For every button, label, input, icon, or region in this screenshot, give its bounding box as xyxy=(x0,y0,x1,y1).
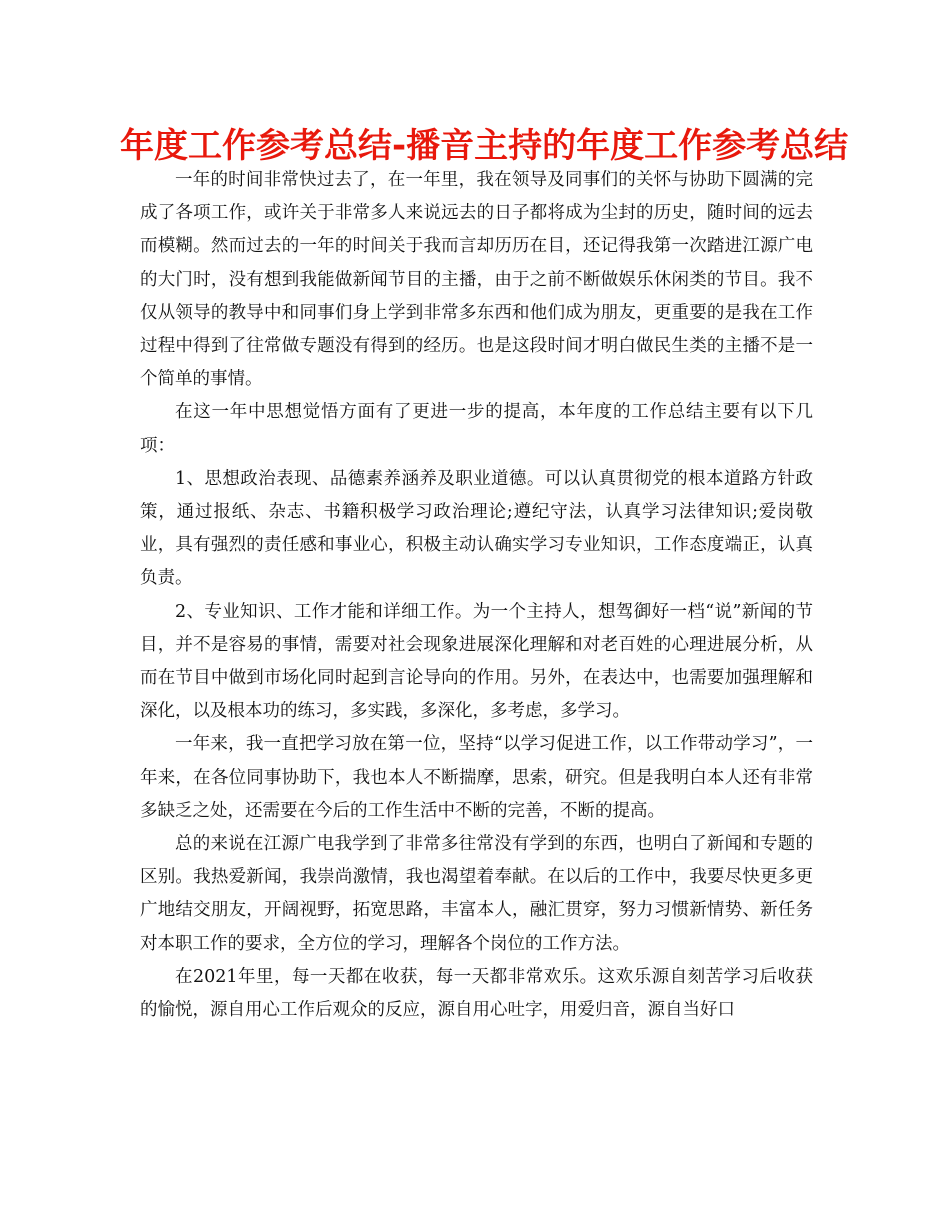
paragraph-6: 总的来说在江源广电我学到了非常多往常没有学到的东西，也明白了新闻和专题的区别。我热爱新闻，我崇尚激情，我也渴望着奉献。在以后的工作中，我要尽快更多更广地结交朋友，开阔视野，拓宽思路，丰富本人，融汇贯穿，努力习惯新情势、新任务对本职工作的要求，全方位的学习，理解各个岗位的工作方法。 xyxy=(140,834,813,954)
paragraph-5: 一年来，我一直把学习放在第一位，坚持“以学习促进工作，以工作带动学习”，一年来，在各位同事协助下，我也本人不断揣摩，思索，研究。但是我明白本人还有非常多缺乏之处，还需要在今后的工作生活中不断的完善，不断的提高。 xyxy=(140,734,813,821)
paragraph-4: 2、专业知识、工作才能和详细工作。为一个主持人，想驾御好一档“说”新闻的节目，并不是容易的事情，需要对社会现象进展深化理解和对老百姓的心理进展分析，从而在节目中做到市场化同时起到言论导向的作用。另外，在表达中，也需要加强理解和深化，以及根本功的练习，多实践，多深化，多考虑，多学习。 xyxy=(140,601,813,722)
paragraph-7: 在2021年里，每一天都在收获，每一天都非常欢乐。这欢乐源自刻苦学习后收获的愉悦，源自用心工作后观众的反应，源自用心吐字，用爱归音，源自当好口 xyxy=(140,966,813,1021)
document-title: 年度工作参考总结-播音主持的年度工作参考总结 xyxy=(120,126,849,166)
paragraph-3: 1、思想政治表现、品德素养涵养及职业道德。可以认真贯彻党的根本道路方针政策，通过报纸、杂志、书籍积极学习政治理论;遵纪守法，认真学习法律知识;爱岗敬业，具有强烈的责任感和事业心，积极主动认确实学习专业知识，工作态度端正，认真负责。 xyxy=(140,468,813,589)
paragraph-2: 在这一年中思想觉悟方面有了更进一步的提高，本年度的工作总结主要有以下几项： xyxy=(140,402,813,456)
document-body xyxy=(140,164,813,1027)
paragraph-1: 一年的时间非常快过去了，在一年里，我在领导及同事们的关怀与协助下圆满的完成了各项工作，或许关于非常多人来说远去的日子都将成为尘封的历史，随时间的远去而模糊。然而过去的一年的时间关于我而言却历历在目，还记得我第一次踏进江源广电的大门时，没有想到我能做新闻节目的主播，由于之前不断做娱乐休闲类的节目。我不仅从领导的教导中和同事们身上学到非常多东西和他们成为朋友，更重要的是我在工作过程中得到了往常做专题没有得到的经历。也是这段时间才明白做民生类的主播不是一个简单的事情。 xyxy=(140,170,813,390)
